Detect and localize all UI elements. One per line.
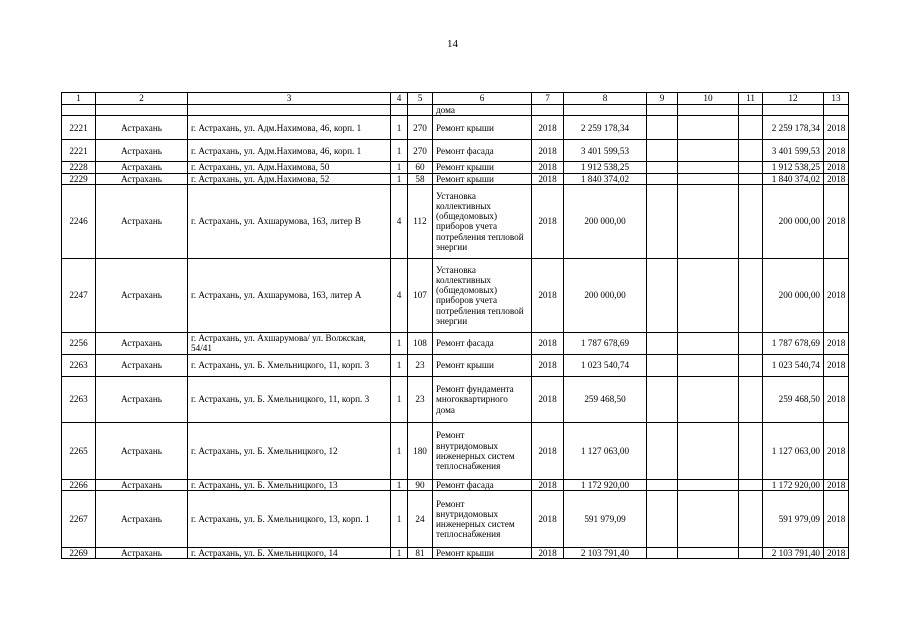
material-cell: 1 — [391, 491, 408, 548]
address-cell: г. Астрахань, ул. Б. Хмельницкого, 11, корп. 3 — [188, 376, 391, 422]
cost-total-cell: 3 401 599,53 — [564, 140, 647, 162]
apartments-cell: 108 — [408, 332, 433, 354]
address-cell: г. Астрахань, ул. Ахшарумова/ ул. Волжская, 54/41 — [188, 332, 391, 354]
cost-other-cell — [739, 354, 763, 376]
apartments-cell: 58 — [408, 173, 433, 184]
cost-other-cell — [739, 184, 763, 258]
completion-year-cell: 2018 — [824, 184, 849, 258]
cost-other-cell — [739, 422, 763, 479]
cost-other-cell — [739, 162, 763, 173]
header-row — [62, 93, 849, 105]
address-cell: г. Астрахань, ул. Адм.Нахимова, 52 — [188, 173, 391, 184]
completion-year-cell: 2018 — [824, 491, 849, 548]
cost-fund-cell — [647, 116, 678, 140]
plan-year-cell: 2018 — [532, 479, 564, 490]
cost-owners-cell: 1 023 540,74 — [763, 354, 824, 376]
row-number-cell: 2266 — [62, 479, 96, 490]
cost-other-cell — [739, 376, 763, 422]
row-number-cell: 2221 — [62, 116, 96, 140]
row-number-cell: 2263 — [62, 354, 96, 376]
cost-fund-cell — [647, 491, 678, 548]
material-cell: 1 — [391, 479, 408, 490]
work-type-cell: Ремонт крыши — [433, 116, 532, 140]
address-cell: г. Астрахань, ул. Адм.Нахимова, 50 — [188, 162, 391, 173]
apartments-cell: 23 — [408, 376, 433, 422]
address-cell: г. Астрахань, ул. Ахшарумова, 163, литер А — [188, 258, 391, 332]
work-type-cell: Ремонт фундамента многоквартирного дома — [433, 376, 532, 422]
column-header: 11 — [739, 93, 763, 105]
row-number-cell: 2265 — [62, 422, 96, 479]
registry-table — [61, 92, 849, 559]
locality-cell: Астрахань — [96, 376, 188, 422]
work-type-cell: Установка коллективных (общедомовых) приборов учета потребления тепловой энергии — [433, 258, 532, 332]
cost-owners-cell: 259 468,50 — [763, 376, 824, 422]
cost-owners-cell: 200 000,00 — [763, 184, 824, 258]
completion-year-cell: 2018 — [824, 376, 849, 422]
row-number-cell: 2228 — [62, 162, 96, 173]
locality-cell: Астрахань — [96, 491, 188, 548]
cost-fund-cell — [647, 479, 678, 490]
cost-total-cell: 1 127 063,00 — [564, 422, 647, 479]
completion-year-cell: 2018 — [824, 479, 849, 490]
cost-other-cell — [739, 332, 763, 354]
column-header: 6 — [433, 93, 532, 105]
locality-cell: Астрахань — [96, 184, 188, 258]
apartments-cell: 180 — [408, 422, 433, 479]
cost-total-cell: 259 468,50 — [564, 376, 647, 422]
cost-owners-cell: 1 787 678,69 — [763, 332, 824, 354]
row-number-cell: 2247 — [62, 258, 96, 332]
column-header: 4 — [391, 93, 408, 105]
plan-year-cell: 2018 — [532, 162, 564, 173]
locality-cell: Астрахань — [96, 162, 188, 173]
cost-budget-cell — [678, 491, 739, 548]
material-cell: 1 — [391, 422, 408, 479]
apartments-cell: 23 — [408, 354, 433, 376]
work-type-cell: Ремонт крыши — [433, 162, 532, 173]
row-number-cell: 2256 — [62, 332, 96, 354]
material-cell: 1 — [391, 116, 408, 140]
row-number-cell: 2229 — [62, 173, 96, 184]
work-type-cell: Ремонт крыши — [433, 354, 532, 376]
cost-fund-cell — [647, 184, 678, 258]
address-cell: г. Астрахань, ул. Адм.Нахимова, 46, корп. 1 — [188, 116, 391, 140]
cost-owners-cell: 1 172 920,00 — [763, 479, 824, 490]
locality-cell: Астрахань — [96, 173, 188, 184]
table-row — [62, 116, 849, 140]
table-row — [62, 162, 849, 173]
cost-fund-cell — [647, 173, 678, 184]
completion-year-cell: 2018 — [824, 258, 849, 332]
column-header: 9 — [647, 93, 678, 105]
plan-year-cell: 2018 — [532, 354, 564, 376]
table-row — [62, 332, 849, 354]
material-cell: 1 — [391, 354, 408, 376]
cost-fund-cell — [647, 140, 678, 162]
cost-owners-cell: 1 127 063,00 — [763, 422, 824, 479]
plan-year-cell: 2018 — [532, 422, 564, 479]
cost-other-cell — [739, 491, 763, 548]
cost-budget-cell — [678, 258, 739, 332]
column-header: 2 — [96, 93, 188, 105]
column-header: 5 — [408, 93, 433, 105]
apartments-cell: 107 — [408, 258, 433, 332]
cost-owners-cell: 200 000,00 — [763, 258, 824, 332]
cost-total-cell: 1 912 538,25 — [564, 162, 647, 173]
cost-owners-cell: 1 912 538,25 — [763, 162, 824, 173]
cost-budget-cell — [678, 354, 739, 376]
address-cell: г. Астрахань, ул. Б. Хмельницкого, 13 — [188, 479, 391, 490]
column-header: 13 — [824, 93, 849, 105]
cost-other-cell — [739, 548, 763, 559]
cost-total-cell: 1 172 920,00 — [564, 479, 647, 490]
apartments-cell: 24 — [408, 491, 433, 548]
cost-owners-cell: 591 979,09 — [763, 491, 824, 548]
plan-year-cell: 2018 — [532, 173, 564, 184]
cost-budget-cell — [678, 140, 739, 162]
cost-total-cell: 1 787 678,69 — [564, 332, 647, 354]
completion-year-cell: 2018 — [824, 140, 849, 162]
cost-budget-cell — [678, 479, 739, 490]
cost-fund-cell — [647, 548, 678, 559]
locality-cell: Астрахань — [96, 422, 188, 479]
cost-total-cell: 1 840 374,02 — [564, 173, 647, 184]
cost-owners-cell: 2 103 791,40 — [763, 548, 824, 559]
cost-budget-cell — [678, 184, 739, 258]
cost-owners-cell: 1 840 374,02 — [763, 173, 824, 184]
work-type-cell: Установка коллективных (общедомовых) приборов учета потребления тепловой энергии — [433, 184, 532, 258]
cost-fund-cell — [647, 332, 678, 354]
material-cell: 1 — [391, 376, 408, 422]
cost-fund-cell — [647, 422, 678, 479]
plan-year-cell: 2018 — [532, 116, 564, 140]
completion-year-cell: 2018 — [824, 116, 849, 140]
completion-year-cell: 2018 — [824, 548, 849, 559]
work-type-cell: Ремонт крыши — [433, 173, 532, 184]
apartments-cell: 112 — [408, 184, 433, 258]
cost-budget-cell — [678, 162, 739, 173]
cost-other-cell — [739, 173, 763, 184]
apartments-cell: 270 — [408, 116, 433, 140]
plan-year-cell: 2018 — [532, 258, 564, 332]
address-cell: г. Астрахань, ул. Ахшарумова, 163, литер В — [188, 184, 391, 258]
table-row — [62, 548, 849, 559]
table-row — [62, 491, 849, 548]
cost-owners-cell: 2 259 178,34 — [763, 116, 824, 140]
apartments-cell: 90 — [408, 479, 433, 490]
work-type-cell: Ремонт фасада — [433, 479, 532, 490]
completion-year-cell: 2018 — [824, 162, 849, 173]
plan-year-cell: 2018 — [532, 332, 564, 354]
row-number-cell: 2263 — [62, 376, 96, 422]
column-header: 12 — [763, 93, 824, 105]
cost-total-cell: 200 000,00 — [564, 184, 647, 258]
cost-other-cell — [739, 479, 763, 490]
cost-fund-cell — [647, 162, 678, 173]
row-number-cell: 2221 — [62, 140, 96, 162]
table-row — [62, 376, 849, 422]
plan-year-cell: 2018 — [532, 184, 564, 258]
cost-other-cell — [739, 116, 763, 140]
cost-total-cell: 1 023 540,74 — [564, 354, 647, 376]
material-cell: 4 — [391, 258, 408, 332]
work-type-cell: Ремонт внутридомовых инженерных систем теплоснабжения — [433, 491, 532, 548]
plan-year-cell: 2018 — [532, 376, 564, 422]
apartments-cell: 270 — [408, 140, 433, 162]
locality-cell: Астрахань — [96, 258, 188, 332]
completion-year-cell: 2018 — [824, 354, 849, 376]
locality-cell: Астрахань — [96, 479, 188, 490]
cost-budget-cell — [678, 116, 739, 140]
table-row — [62, 354, 849, 376]
cost-budget-cell — [678, 173, 739, 184]
material-cell: 1 — [391, 162, 408, 173]
cost-budget-cell — [678, 422, 739, 479]
column-header: 7 — [532, 93, 564, 105]
work-type-cell: Ремонт внутридомовых инженерных систем теплоснабжения — [433, 422, 532, 479]
plan-year-cell: 2018 — [532, 491, 564, 548]
cost-fund-cell — [647, 354, 678, 376]
material-cell: 4 — [391, 184, 408, 258]
table-row — [62, 140, 849, 162]
locality-cell: Астрахань — [96, 548, 188, 559]
address-cell: г. Астрахань, ул. Адм.Нахимова, 46, корп. 1 — [188, 140, 391, 162]
cost-budget-cell — [678, 332, 739, 354]
plan-year-cell: 2018 — [532, 140, 564, 162]
table-row — [62, 173, 849, 184]
cost-other-cell — [739, 140, 763, 162]
material-cell: 1 — [391, 140, 408, 162]
material-cell: 1 — [391, 548, 408, 559]
plan-year-cell: 2018 — [532, 548, 564, 559]
locality-cell: Астрахань — [96, 332, 188, 354]
work-type-cell: Ремонт крыши — [433, 548, 532, 559]
completion-year-cell: 2018 — [824, 422, 849, 479]
apartments-cell: 60 — [408, 162, 433, 173]
table-row — [62, 258, 849, 332]
row-number-cell: 2269 — [62, 548, 96, 559]
address-cell: г. Астрахань, ул. Б. Хмельницкого, 14 — [188, 548, 391, 559]
cost-total-cell: 591 979,09 — [564, 491, 647, 548]
address-cell: г. Астрахань, ул. Б. Хмельницкого, 11, корп. 3 — [188, 354, 391, 376]
row-number-cell: 2246 — [62, 184, 96, 258]
cost-budget-cell — [678, 548, 739, 559]
table-row — [62, 422, 849, 479]
cost-fund-cell — [647, 376, 678, 422]
completion-year-cell: 2018 — [824, 332, 849, 354]
locality-cell: Астрахань — [96, 354, 188, 376]
address-cell: г. Астрахань, ул. Б. Хмельницкого, 12 — [188, 422, 391, 479]
cost-total-cell: 2 103 791,40 — [564, 548, 647, 559]
cost-total-cell: 2 259 178,34 — [564, 116, 647, 140]
continuation-text: дома — [433, 105, 532, 116]
page-number: 14 — [447, 38, 458, 50]
work-type-cell: Ремонт фасада — [433, 332, 532, 354]
completion-year-cell: 2018 — [824, 173, 849, 184]
work-type-cell: Ремонт фасада — [433, 140, 532, 162]
apartments-cell: 81 — [408, 548, 433, 559]
material-cell: 1 — [391, 173, 408, 184]
column-header: 8 — [564, 93, 647, 105]
table-row — [62, 184, 849, 258]
locality-cell: Астрахань — [96, 116, 188, 140]
cost-fund-cell — [647, 258, 678, 332]
column-header: 3 — [188, 93, 391, 105]
cost-owners-cell: 3 401 599,53 — [763, 140, 824, 162]
address-cell: г. Астрахань, ул. Б. Хмельницкого, 13, корп. 1 — [188, 491, 391, 548]
cost-total-cell: 200 000,00 — [564, 258, 647, 332]
row-number-cell: 2267 — [62, 491, 96, 548]
column-header: 1 — [62, 93, 96, 105]
material-cell: 1 — [391, 332, 408, 354]
cost-budget-cell — [678, 376, 739, 422]
cost-other-cell — [739, 258, 763, 332]
continuation-row — [62, 105, 849, 116]
column-header: 10 — [678, 93, 739, 105]
table-row — [62, 479, 849, 490]
locality-cell: Астрахань — [96, 140, 188, 162]
